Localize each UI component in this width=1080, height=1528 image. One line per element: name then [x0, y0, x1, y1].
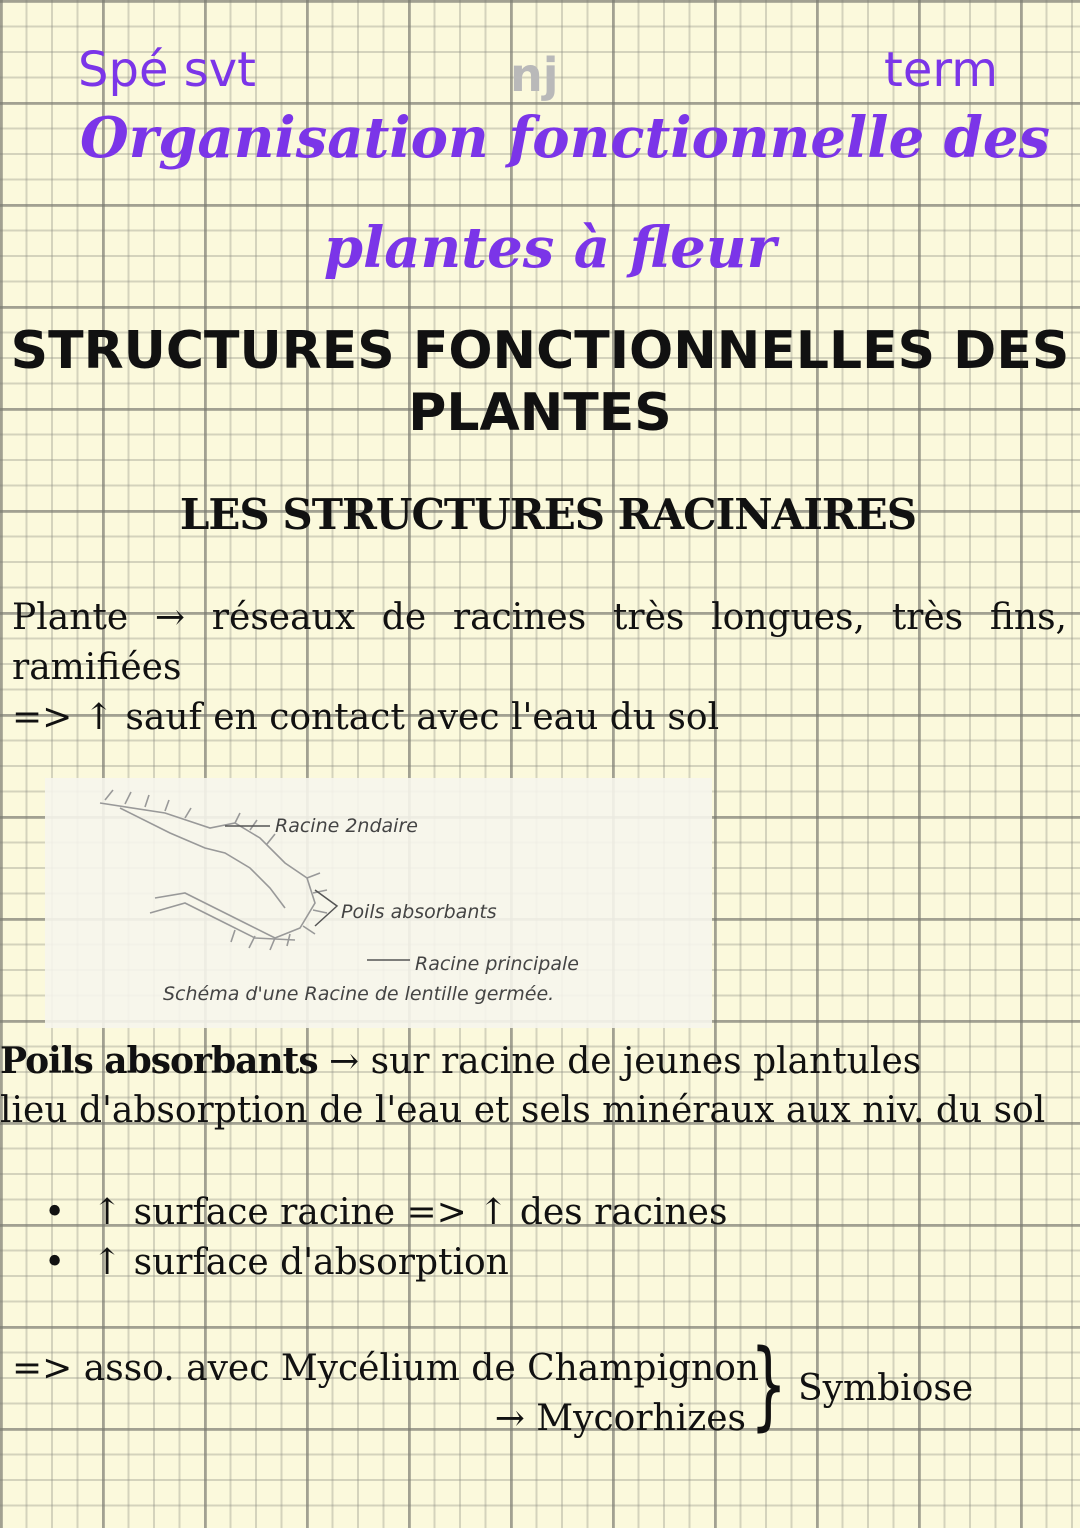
label-secondary-root: Racine 2ndaire	[275, 815, 418, 837]
intro-line2: => ↑ sauf en contact avec l'eau du sol	[12, 697, 720, 738]
symbiosis-line2: → Mycorhizes	[494, 1398, 746, 1439]
root-sketch	[45, 778, 712, 1028]
page-title-line2: plantes à fleur	[323, 215, 777, 281]
page-title-line1: Organisation fonctionnelle des	[79, 105, 1051, 171]
subsection-title: LES STRUCTURES RACINAIRES	[179, 490, 917, 539]
root-hairs-line1	[0, 1036, 921, 1087]
figure-caption: Schéma d'une Racine de lentille germée.	[163, 983, 555, 1005]
root-hairs-line2: lieu d'absorption de l'eau et sels minéraux aux niv. du sol	[0, 1090, 1046, 1131]
bullet-item: • ↑ surface d'absorption	[12, 1238, 727, 1288]
section-title-line2: PLANTES	[408, 383, 672, 443]
symbiosis-label: Symbiose	[798, 1368, 974, 1409]
root-hairs-term: Poils absorbants	[0, 1040, 318, 1082]
root-hairs-definition: → sur racine de jeunes plantules	[317, 1041, 922, 1082]
label-root-hairs: Poils absorbants	[341, 901, 497, 923]
label-main-root: Racine principale	[415, 953, 579, 975]
level-label: term	[884, 42, 998, 98]
bullet-list	[12, 1188, 727, 1288]
section-title-line1: STRUCTURES FONCTIONNELLES DES	[10, 321, 1070, 381]
root-diagram	[45, 778, 712, 1028]
bullet-item: • ↑ surface racine => ↑ des racines	[12, 1188, 727, 1238]
subject-label: Spé svt	[78, 42, 256, 98]
curly-brace-icon: }	[750, 1329, 787, 1441]
intro-line1: Plante → réseaux de racines très longues, très fins, ramifiées	[12, 597, 1067, 688]
section-title	[0, 320, 1080, 444]
symbiosis-line1: => asso. avec Mycélium de Champignon	[12, 1348, 760, 1389]
author-initials: nj	[510, 48, 559, 102]
